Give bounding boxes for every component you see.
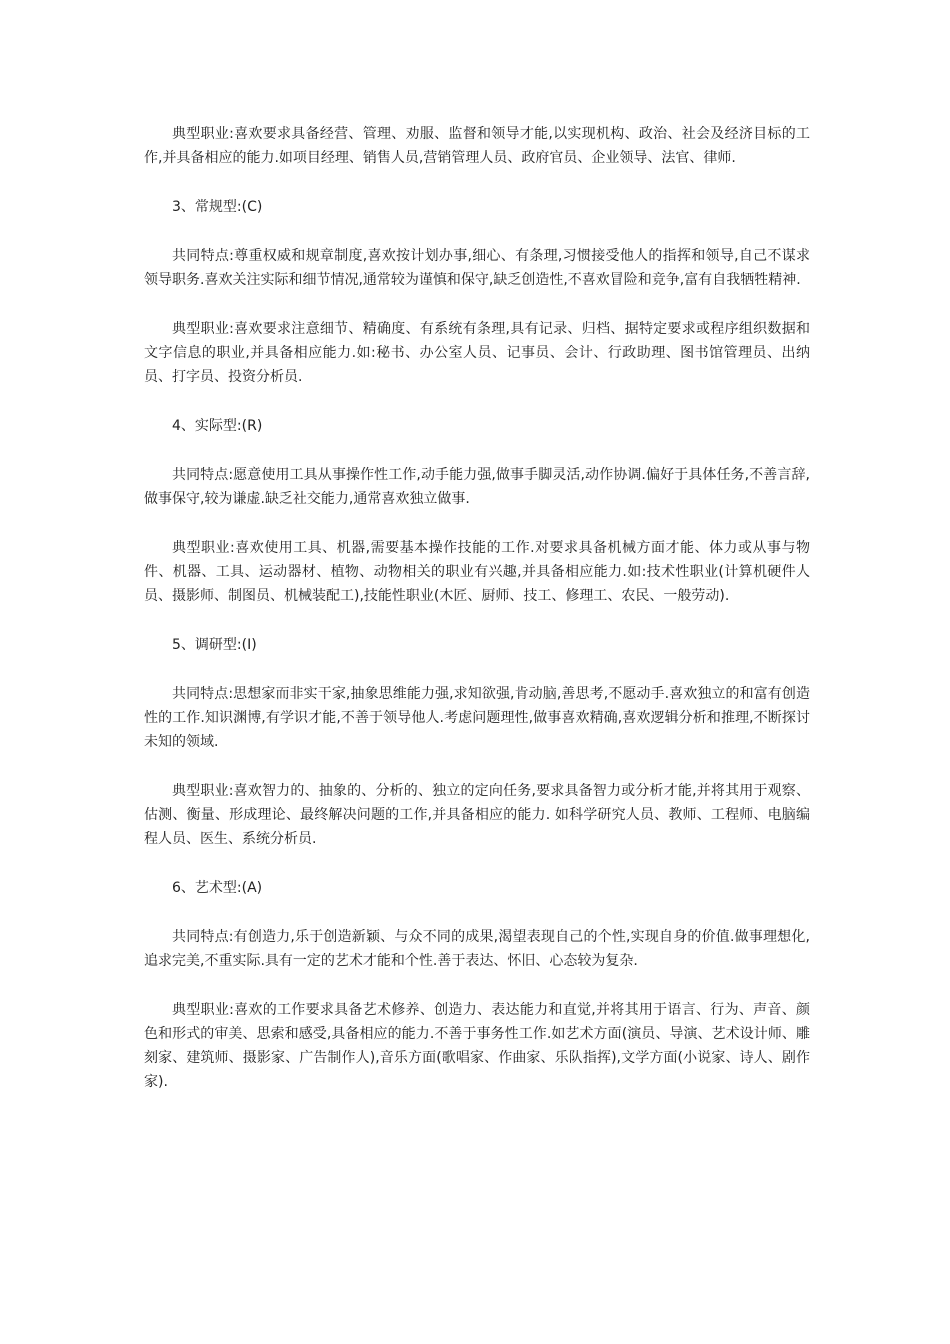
heading-artistic-type: 6、艺术型:(A) bbox=[172, 880, 263, 896]
heading-realistic-type: 4、实际型:(R) bbox=[172, 418, 263, 434]
paragraph-realistic-occupations: 典型职业:喜欢使用工具、机器,需要基本操作技能的工作.对要求具备机械方面才能、体力或从事与物件、机器、工具、运动器材、植物、动物相关的职业有兴趣,并具备相应能力.如:技术性职业(计算机硬件人员、摄影师、制图员、机械装配工),技能性职业(木匠、厨师、技工、修理工、农民、一般劳动). bbox=[144, 540, 810, 604]
paragraph-realistic-traits: 共同特点:愿意使用工具从事操作性工作,动手能力强,做事手脚灵活,动作协调.偏好于具体任务,不善言辞,做事保守,较为谦虚.缺乏社交能力,通常喜欢独立做事. bbox=[144, 467, 810, 507]
heading-conventional-type: 3、常规型:(C) bbox=[172, 199, 263, 215]
paragraph-investigative-traits: 共同特点:思想家而非实干家,抽象思维能力强,求知欲强,肯动脑,善思考,不愿动手.喜欢独立的和富有创造性的工作.知识渊博,有学识才能,不善于领导他人.考虑问题理性,做事喜欢精确,喜欢逻辑分析和推理,不断探讨未知的领域. bbox=[144, 686, 810, 750]
heading-investigative-type: 5、调研型:(I) bbox=[172, 637, 257, 653]
paragraph-conventional-occupations: 典型职业:喜欢要求注意细节、精确度、有系统有条理,具有记录、归档、据特定要求或程序组织数据和文字信息的职业,并具备相应能力.如:秘书、办公室人员、记事员、会计、行政助理、图书馆管理员、出纳员、打字员、投资分析员. bbox=[144, 321, 810, 385]
paragraph-investigative-occupations: 典型职业:喜欢智力的、抽象的、分析的、独立的定向任务,要求具备智力或分析才能,并将其用于观察、估测、衡量、形成理论、最终解决问题的工作,并具备相应的能力. 如科学研究人员、教师、工程师、电脑编程人员、医生、系统分析员. bbox=[144, 783, 810, 847]
paragraph-enterprising-occupations: 典型职业:喜欢要求具备经营、管理、劝服、监督和领导才能,以实现机构、政治、社会及经济目标的工作,并具备相应的能力.如项目经理、销售人员,营销管理人员、政府官员、企业领导、法官、律师. bbox=[144, 126, 810, 166]
paragraph-artistic-occupations: 典型职业:喜欢的工作要求具备艺术修养、创造力、表达能力和直觉,并将其用于语言、行为、声音、颜色和形式的审美、思索和感受,具备相应的能力.不善于事务性工作.如艺术方面(演员、导演、艺术设计师、雕刻家、建筑师、摄影家、广告制作人),音乐方面(歌唱家、作曲家、乐队指挥),文学方面(小说家、诗人、剧作家). bbox=[144, 1002, 810, 1090]
paragraph-conventional-traits: 共同特点:尊重权威和规章制度,喜欢按计划办事,细心、有条理,习惯接受他人的指挥和领导,自己不谋求领导职务.喜欢关注实际和细节情况,通常较为谨慎和保守,缺乏创造性,不喜欢冒险和竞争,富有自我牺牲精神. bbox=[144, 248, 810, 288]
document-page bbox=[144, 122, 810, 1094]
paragraph-artistic-traits: 共同特点:有创造力,乐于创造新颖、与众不同的成果,渴望表现自己的个性,实现自身的价值.做事理想化,追求完美,不重实际.具有一定的艺术才能和个性.善于表达、怀旧、心态较为复杂. bbox=[144, 929, 810, 969]
